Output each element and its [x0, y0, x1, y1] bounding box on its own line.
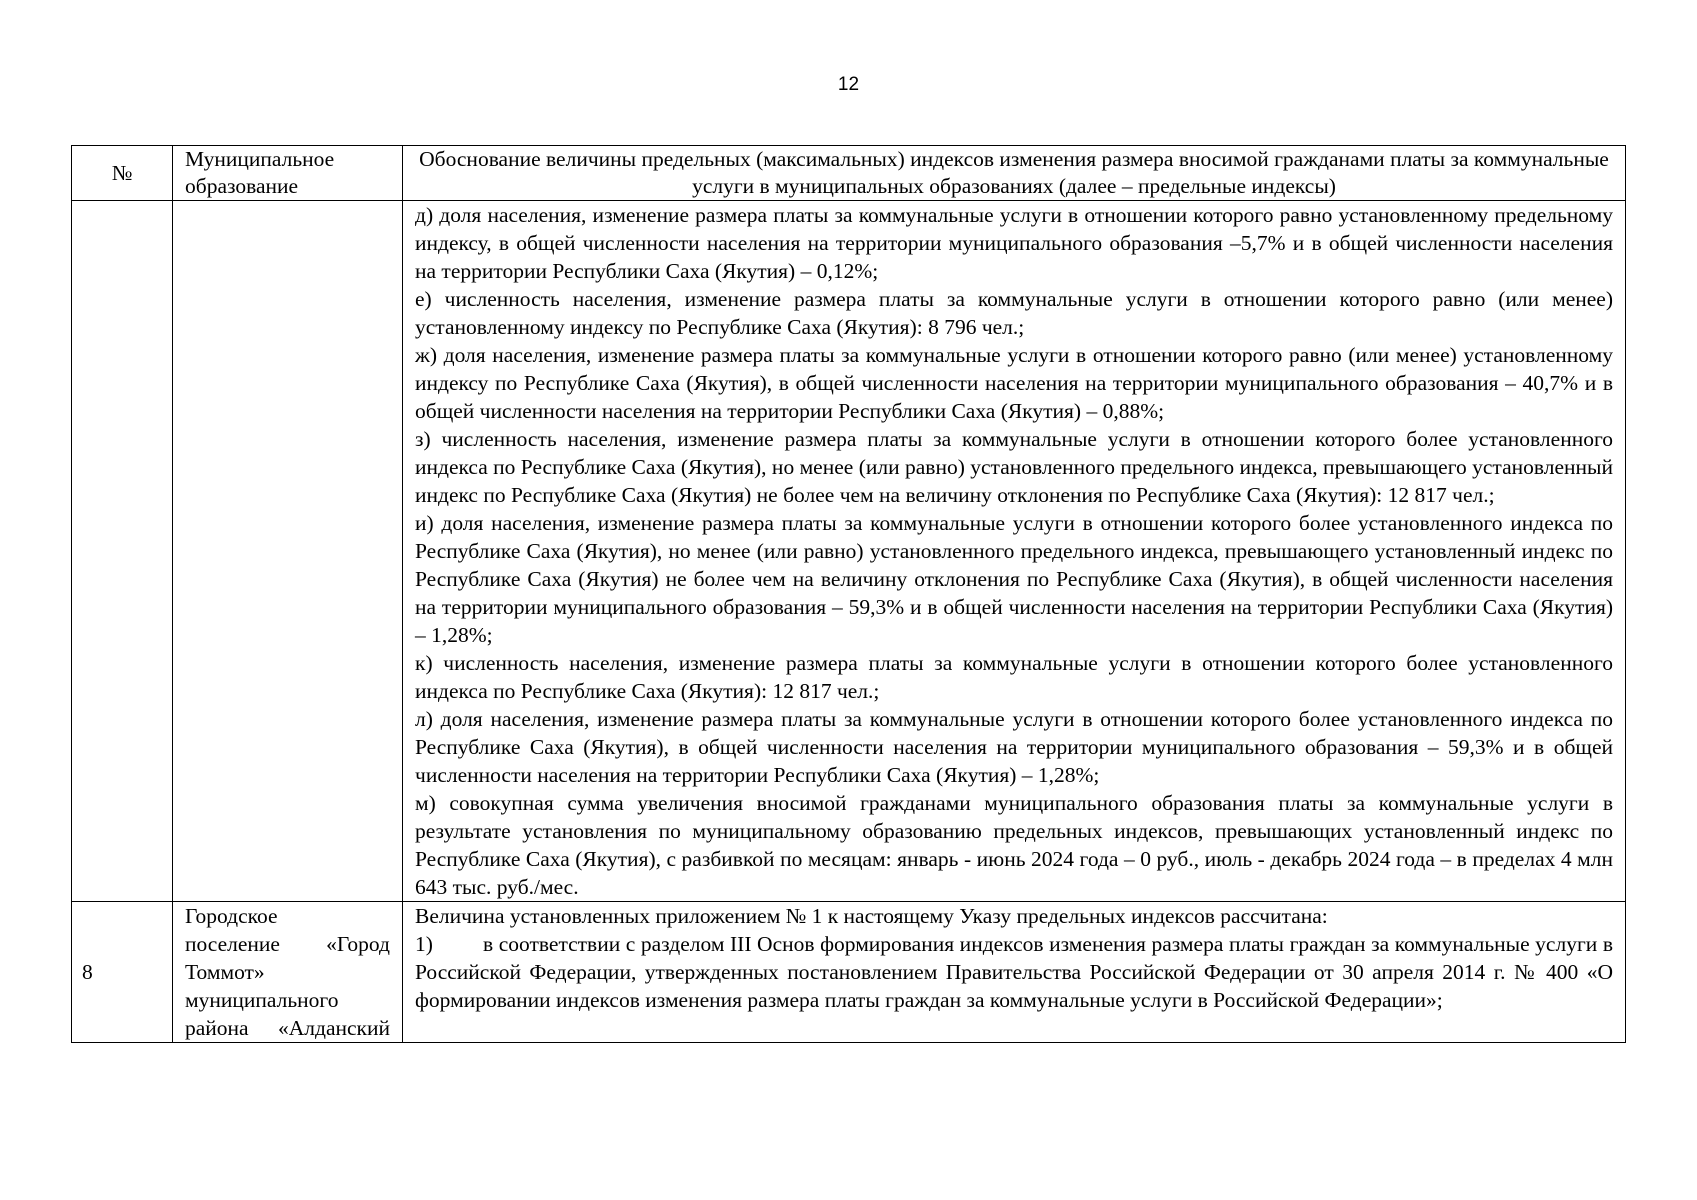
paragraph-e: е) численность населения, изменение размера платы за коммунальные услуги в отношении которого равно (или менее) установленному индексу по Республике Саха (Якутия): 8 796 чел.; — [415, 287, 1613, 339]
municipality-line: поселение «Город — [185, 932, 390, 956]
paragraph-d: д) доля населения, изменение размера платы за коммунальные услуги в отношении которого равно установленному предельному индексу, в общей численности населения на территории муниципального образования –5,7% и в общей численности населения на территории Республики Саха (Якутия) – 0,12%; — [415, 203, 1613, 283]
municipality-line: муниципального — [185, 988, 339, 1012]
paragraph-l: л) доля населения, изменение размера платы за коммунальные услуги в отношении которого более установленного индекса по Республике Саха (Якутия), в общей численности населения на территории муниципального образования – 59,3% и в общей численности населения на территории Республики Саха (Якутия) – 1,28%; — [415, 707, 1613, 787]
row-8-justification — [403, 902, 1626, 1043]
header-municipality: Муниципальное образование — [173, 146, 403, 201]
row-8-item-1 — [415, 930, 1613, 1014]
paragraph-z: з) численность населения, изменение размера платы за коммунальные услуги в отношении которого более установленного индекса по Республике Саха (Якутия), но менее (или равно) установленного предельного индекса, превышающего установленный индекс по Республике Саха (Якутия) не более чем на величину отклонения по Республике Саха (Якутия): 12 817 чел.; — [415, 427, 1613, 507]
row-8-municipality — [173, 902, 403, 1043]
continuation-justification-cell — [403, 201, 1626, 902]
table-header-row — [72, 146, 1626, 201]
row-8-intro: Величина установленных приложением № 1 к настоящему Указу предельных индексов рассчитана: — [415, 904, 1328, 928]
municipality-line: района «Алданский — [185, 1016, 390, 1040]
continuation-number-cell — [72, 201, 173, 902]
municipality-line: Томмот» — [185, 960, 265, 984]
table-row-continuation — [72, 201, 1626, 902]
paragraph-zh: ж) доля населения, изменение размера платы за коммунальные услуги в отношении которого равно (или менее) установленному индексу по Республике Саха (Якутия), в общей численности населения на территории муниципального образования – 40,7% и в общей численности населения на территории Республики Саха (Якутия) – 0,88%; — [415, 343, 1613, 423]
paragraph-k: к) численность населения, изменение размера платы за коммунальные услуги в отношении которого более установленного индекса по Республике Саха (Якутия): 12 817 чел.; — [415, 651, 1613, 703]
item-1-number: 1) — [415, 932, 433, 956]
continuation-municipality-cell — [173, 201, 403, 902]
page-number: 12 — [837, 74, 860, 95]
header-number: № — [72, 146, 173, 201]
row-8-number: 8 — [72, 902, 173, 1043]
table-row-8 — [72, 902, 1626, 1043]
header-justification: Обоснование величины предельных (максимальных) индексов изменения размера вносимой гражданами платы за коммунальные услуги в муниципальных образованиях (далее – предельные индексы) — [403, 146, 1626, 201]
justification-table — [71, 145, 1626, 1043]
municipality-line: Городское — [185, 904, 278, 928]
paragraph-i: и) доля населения, изменение размера платы за коммунальные услуги в отношении которого более установленного индекса по Республике Саха (Якутия), но менее (или равно) установленного предельного индекса, превышающего установленный индекс по Республике Саха (Якутия) не более чем на величину отклонения по Республике Саха (Якутия), в общей численности населения на территории муниципального образования – 59,3% и в общей численности населения на территории Республики Саха (Якутия) – 1,28%; — [415, 511, 1613, 647]
item-1-text: в соответствии с разделом III Основ формирования индексов изменения размера платы граждан за коммунальные услуги в Российской Федерации, утвержденных постановлением Правительства Российской Федерации от 30 апреля 2014 г. № 400 «О формировании индексов изменения размера платы граждан за коммунальные услуги в Российской Федерации»; — [415, 932, 1613, 1012]
paragraph-m: м) совокупная сумма увеличения вносимой гражданами муниципального образования платы за коммунальные услуги в результате установления по муниципальному образованию предельных индексов, превышающих установленный индекс по Республике Саха (Якутия), с разбивкой по месяцам: январь - июнь 2024 года – 0 руб., июль - декабрь 2024 года – в пределах 4 млн 643 тыс. руб./мес. — [415, 791, 1613, 899]
